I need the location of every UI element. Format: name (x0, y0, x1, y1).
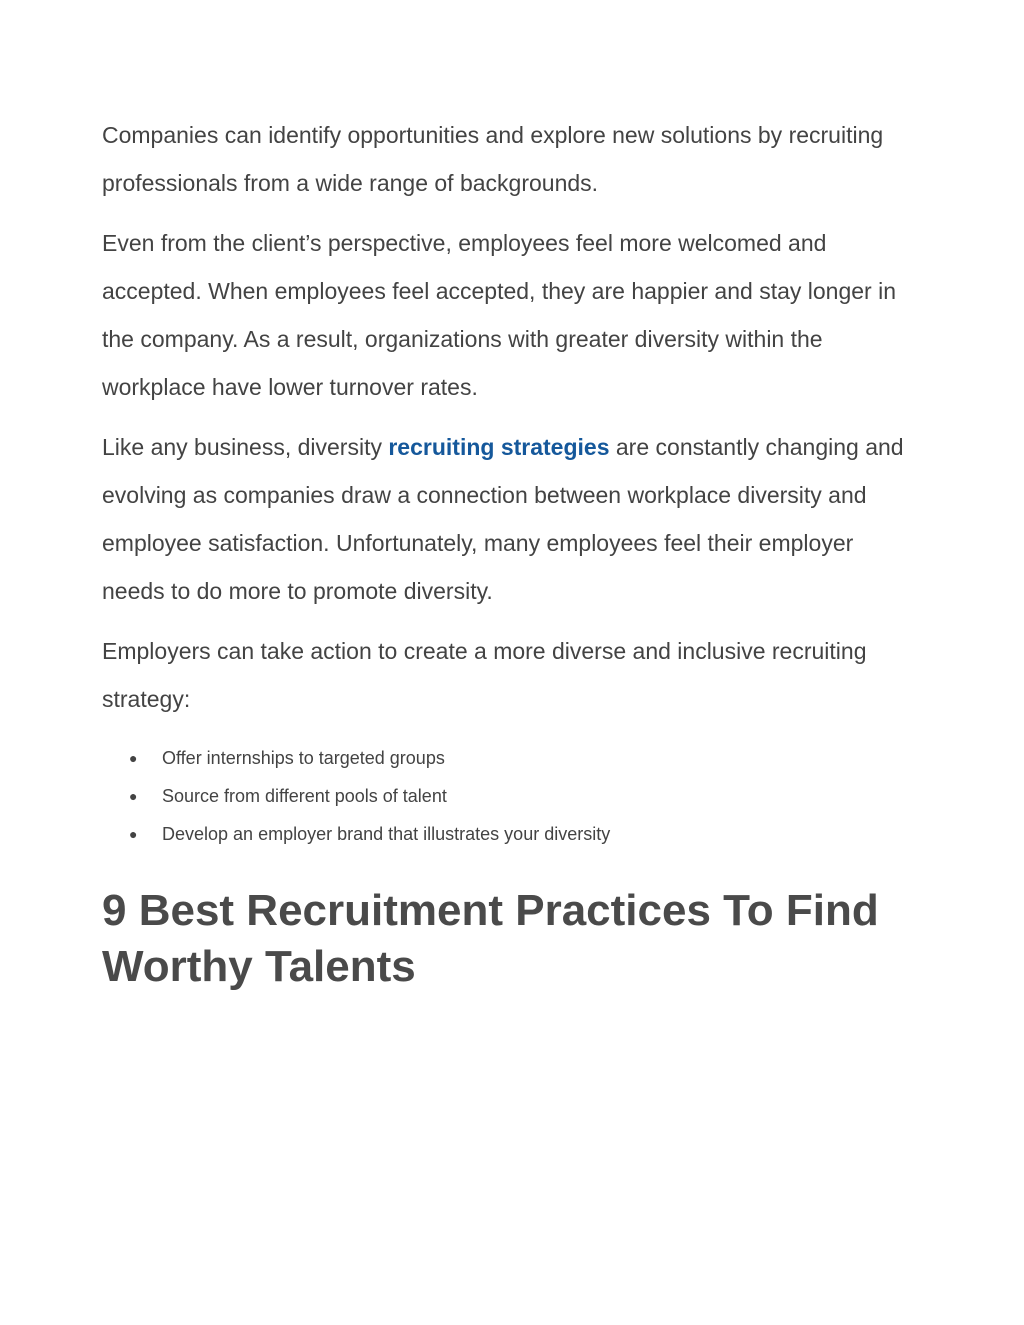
list-item-text: Source from different pools of talent (162, 786, 447, 806)
paragraph-opportunities: Companies can identify opportunities and explore new solutions by recruiting professionals from a wide range of backgrounds. (102, 122, 884, 196)
paragraph-client-perspective: Even from the client’s perspective, employees feel more welcomed and accepted. When employees feel accepted, they are happier and stay longer in the company. As a result, organizations with greater diversity within the workplace have lower turnover rates. (102, 230, 896, 400)
list-item (102, 739, 912, 777)
recruiting-strategies-link[interactable]: recruiting strategies (388, 434, 610, 460)
list-item-text: Develop an employer brand that illustrates your diversity (162, 824, 611, 844)
paragraph-text-before-link: Like any business, diversity (102, 434, 389, 460)
list-item (102, 777, 912, 815)
list-item-text: Offer internships to targeted groups (162, 748, 445, 768)
paragraph-employers-action: Employers can take action to create a more diverse and inclusive recruiting strategy: (102, 638, 867, 712)
bullet-dot-icon: ● (129, 750, 138, 766)
bullet-dot-icon: ● (129, 788, 138, 804)
strategy-bullet-list (102, 739, 912, 853)
paragraph-text-after-link: are constantly changing and evolving as companies draw a connection between workplace diversity and employee satisfaction. Unfortunately, many employees feel their employer needs to do more to promote diversity. (102, 434, 904, 604)
section-heading: 9 Best Recruitment Practices To Find Worthy Talents (102, 886, 879, 991)
list-item (102, 815, 912, 853)
paragraph-recruiting-strategies (102, 423, 912, 615)
document-page (102, 111, 912, 995)
bullet-dot-icon: ● (129, 826, 138, 842)
